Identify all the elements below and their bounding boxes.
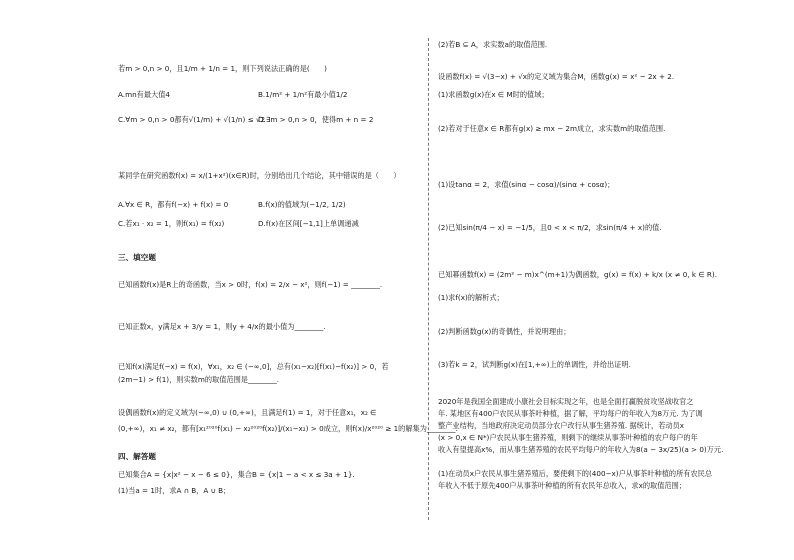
word-problem-line5: 收入有望提高x%，而从事生猪养殖的农民平均每户的年收入为8(a − 3x/25)(a > 0)万元. — [438, 445, 724, 454]
right-q-part2: (2)若B ⊆ A，求实数a的取值范围. — [438, 40, 548, 49]
q1-option-c: C.∀m > 0,n > 0都有√(1/m) + √(1/n) ≤ √2 — [118, 115, 266, 124]
section-fill-in-heading: 三、填空题 — [118, 253, 156, 262]
power-func-part3: (3)若k = 2，试判断g(x)在[1,+∞)上的单调性，并给出证明. — [438, 360, 631, 369]
fill-q2: 已知正数x，y满足x + 3/y = 1，则y + 4/x的最小值为________. — [118, 322, 326, 331]
fill-q1: 已知函数f(x)是R上的奇函数，当x > 0时，f(x) = 2/x − x²，则f(−1) = ________. — [118, 280, 383, 289]
fill-q3-line1: 已知f(x)满足f(−x) = f(x)，∀x₁，x₂ ∈ (−∞,0]，总有(x₁−x₂)[f(x₁)−f(x₂)] > 0，若 — [118, 362, 389, 371]
q2-option-c: C.若x₁ · x₂ = 1，则f(x₁) = f(x₂) — [118, 219, 225, 228]
q1-stem: 若m > 0,n > 0，且1/m + 1/n = 1，则下列说法正确的是( ) — [118, 64, 327, 73]
q2-options-row2 — [118, 219, 359, 229]
q2-options-row1 — [118, 200, 346, 210]
word-problem-line1: 2020年是我国全面建成小康社会目标实现之年，也是全面打赢脱贫攻坚战收官之 — [438, 397, 694, 406]
word-problem-line2: 年. 某地区有400户农民从事茶叶种植，据了解，平均每户的年收入为8万元. 为了调 — [438, 409, 703, 418]
word-problem-line4: (x > 0,x ∈ N*)户农民从事生猪养殖，则剩下的继续从事茶叶种植的农户每户的年 — [438, 433, 698, 442]
section-answer-heading: 四、解答题 — [118, 452, 156, 461]
word-problem-part1-line1: (1)在动员x户农民从事生猪养殖后，要使剩下的(400−x)户从事茶叶种植的所有农民总 — [438, 469, 713, 478]
power-func-stem: 已知幂函数f(x) = (2m² − m)x^(m+1)为偶函数，g(x) = f(x) + k/x (x ≠ 0, k ∈ R). — [438, 270, 717, 279]
q2-stem: 某同学在研究函数f(x) = x/(1+x²)(x∈R)时，分别给出几个结论，其中错误的是（ ） — [118, 171, 401, 180]
q2-option-b: B.f(x)的值域为(−1/2, 1/2) — [258, 200, 346, 209]
q2-option-d: D.f(x)在区间[−1,1]上单调递减 — [258, 219, 359, 228]
func-q-part2: (2)若对于任意x ∈ R都有g(x) ≥ mx − 2m成立，求实数m的取值范围. — [438, 124, 666, 133]
power-func-part2: (2)判断函数g(x)的奇偶性，并说明理由； — [438, 327, 571, 336]
q1-option-a: A.mn有最大值4 — [118, 90, 170, 99]
q1-options-row2 — [118, 115, 373, 125]
trig-q-part1: (1)设tanα = 2，求值(sinα − cosα)/(sinα + cosα)； — [438, 180, 615, 189]
solve-q1-part1: (1)当a = 1时，求A ∩ B，A ∪ B； — [118, 486, 231, 495]
fill-q4-line2: (0,+∞)，x₁ ≠ x₂，都有[x₁²⁰²⁰f(x₁) − x₂²⁰²⁰f(x₂)]/(x₁−x₂) > 0成立，则f(x)/x²⁰²⁰ ≥ 1的解集为________. — [118, 424, 458, 433]
q1-options-row1 — [118, 90, 347, 100]
q1-option-b: B.1/m² + 1/n²有最小值1/2 — [258, 90, 348, 99]
trig-q-part2: (2)已知sin(π/4 − x) = −1/5，且0 < x < π/2，求sin(π/4 + x)的值. — [438, 223, 662, 232]
q2-option-a: A.∀x ∈ R，都有f(−x) + f(x) = 0 — [118, 200, 229, 209]
column-divider — [428, 38, 429, 520]
fill-q3-line2: (2m−1) > f(1)，则实数m的取值范围是________. — [118, 375, 279, 384]
func-q-stem: 设函数f(x) = √(3−x) + √x的定义域为集合M，函数g(x) = x² − 2x + 2. — [438, 72, 675, 81]
func-q-part1: (1)求函数g(x)在x ∈ M时的值域； — [438, 90, 549, 99]
word-problem-part1-line2: 年收入不低于原先400户从事茶叶种植的所有农民年总收入，求x的取值范围； — [438, 481, 686, 490]
word-problem-line3: 整产业结构，当地政府决定动员部分农户改行从事生猪养殖. 据统计，若动员x — [438, 421, 685, 430]
power-func-part1: (1)求f(x)的解析式； — [438, 293, 504, 302]
solve-q1-stem: 已知集合A = {x|x² − x − 6 ≤ 0}，集合B = {x|1 − a < x ≤ 3a + 1}. — [118, 470, 355, 479]
fill-q4-line1: 设偶函数f(x)的定义域为(−∞,0) ∪ (0,+∞)，且满足f(1) = 1，对于任意x₁，x₂ ∈ — [118, 408, 377, 417]
q1-option-d: D.∃m > 0,n > 0，使得m + n = 2 — [258, 115, 374, 124]
